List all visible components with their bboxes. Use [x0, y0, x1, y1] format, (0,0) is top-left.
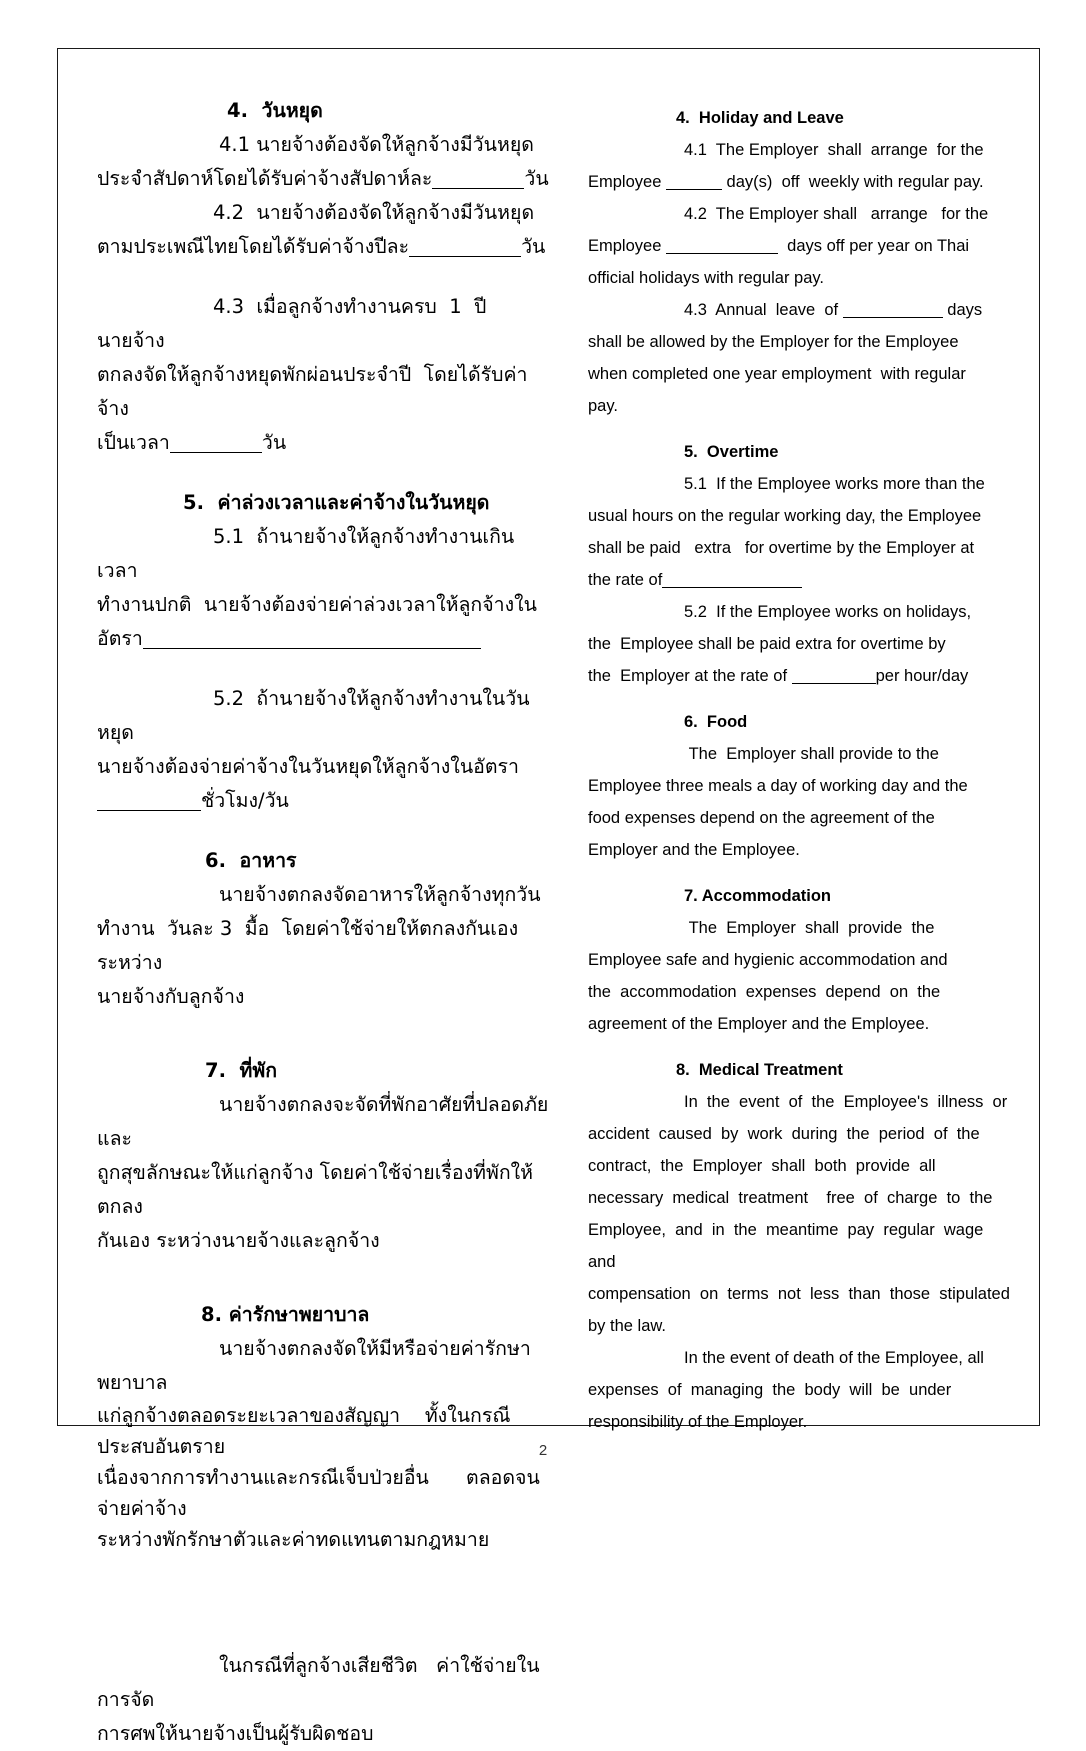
english-4-3-blank[interactable] — [843, 300, 943, 318]
spacer — [588, 866, 1013, 880]
english-section-6-line3: food expenses depend on the agreement of the — [588, 809, 935, 827]
thai-section-4-3-line2: ตกลงจัดให้ลูกจ้างหยุดพักผ่อนประจำปี โดยได้รับค่าจ้าง — [97, 363, 528, 420]
english-section-5-2-line1: 5.2 If the Employee works on holidays, — [684, 603, 972, 621]
thai-4-1-text-b: วัน — [524, 167, 549, 190]
english-section-6-heading: 6. Food — [684, 713, 748, 731]
thai-section-6-line1: นายจ้างตกลงจัดอาหารให้ลูกจ้างทุกวัน — [219, 883, 541, 906]
english-4-2-text-b: days off per year on Thai — [777, 237, 970, 255]
thai-section-6-line3: นายจ้างกับลูกจ้าง — [97, 985, 245, 1008]
english-section-5-heading: 5. Overtime — [684, 443, 779, 461]
thai-section-7-line1: นายจ้างตกลงจะจัดที่พักอาศัยที่ปลอดภัย และ — [97, 1093, 555, 1150]
thai-section-8-p1-line1: นายจ้างตกลงจัดให้มีหรือจ่ายค่ารักษาพยาบาล — [97, 1337, 531, 1394]
thai-section-4-heading: 4. วันหยุด — [227, 99, 323, 122]
english-section-4-1-line2 — [588, 166, 1013, 198]
spacer — [588, 692, 1013, 706]
english-section-6-line1: The Employer shall provide to the — [684, 745, 939, 763]
thai-section-5-2-line2: นายจ้างต้องจ่ายค่าจ้างในวันหยุดให้ลูกจ้างในอัตรา — [97, 755, 519, 778]
english-section-6-line2: Employee three meals a day of working day and the — [588, 777, 968, 795]
english-section-5-1-line4 — [588, 564, 1013, 596]
spacer — [97, 656, 552, 682]
english-section-4-3-line3: when completed one year employment with regular — [588, 365, 966, 383]
spacer — [588, 1040, 1013, 1054]
english-section-4-heading: 4. Holiday and Leave — [676, 109, 844, 127]
thai-section-5-2-line1: 5.2 ถ้านายจ้างให้ลูกจ้างทำงานในวันหยุด — [97, 687, 530, 744]
thai-4-1-text-a: ประจำสัปดาห์โดยได้รับค่าจ้างสัปดาห์ละ — [97, 167, 433, 190]
thai-5-2-blank[interactable] — [97, 790, 201, 811]
thai-section-8-p2-line2: การศพให้นายจ้างเป็นผู้รับผิดชอบ — [97, 1722, 374, 1745]
thai-section-4-2-line1: 4.2 นายจ้างต้องจัดให้ลูกจ้างมีวันหยุด — [213, 201, 535, 224]
english-section-5-2-line3 — [588, 660, 1013, 692]
thai-5-1-text-a: อัตรา — [97, 627, 143, 650]
english-section-4-1-line1: 4.1 The Employer shall arrange for the — [684, 141, 984, 159]
thai-section-7-heading: 7. ที่พัก — [205, 1059, 278, 1082]
english-4-2-text-a: Employee — [588, 237, 666, 255]
thai-section-4-1-line1: 4.1 นายจ้างต้องจัดให้ลูกจ้างมีวันหยุด — [219, 133, 534, 156]
thai-section-5-heading: 5. ค่าล่วงเวลาและค่าจ้างในวันหยุด — [183, 491, 490, 514]
english-section-8-p1-line5: Employee, and in the meantime pay regular wage and — [588, 1221, 993, 1271]
english-section-7-line4: agreement of the Employer and the Employee. — [588, 1015, 930, 1033]
english-section-4-2-line2 — [588, 230, 1013, 262]
english-section-7-line3: the accommodation expenses depend on the — [588, 983, 941, 1001]
english-section-8-p1-line1: In the event of the Employee's illness or — [684, 1093, 1008, 1111]
english-section-4-3-line2: shall be allowed by the Employer for the Employee — [588, 333, 959, 351]
english-section-7-line2: Employee safe and hygienic accommodation and — [588, 951, 948, 969]
spacer — [97, 460, 552, 486]
english-section-5-1-line3: shall be paid extra for overtime by the Employer at — [588, 539, 975, 557]
english-section-4-2-line1: 4.2 The Employer shall arrange for the — [684, 205, 989, 223]
thai-section-6-line2: ทำงาน วันละ 3 มื้อ โดยค่าใช้จ่ายให้ตกลงกันเองระหว่าง — [97, 917, 519, 974]
english-5-2-text-a: the Employer at the rate of — [588, 667, 792, 685]
english-section-8-heading: 8. Medical Treatment — [676, 1061, 843, 1079]
thai-column — [97, 48, 555, 1745]
english-5-1-text-a: the rate of — [588, 571, 663, 589]
thai-section-5-1-line2: ทำงานปกติ นายจ้างต้องจ่ายค่าล่วงเวลาให้ลูกจ้างใน — [97, 593, 537, 616]
thai-5-2-text-b: ชั่วโมง/วัน — [201, 789, 289, 812]
thai-section-8-p1-line3: เนื่องจากการทำงานและกรณีเจ็บป่วยอื่น ตลอดจนจ่ายค่าจ้าง — [97, 1466, 540, 1520]
english-section-8-p1-line2: accident caused by work during the period of the — [588, 1125, 980, 1143]
thai-section-8-heading: 8. ค่ารักษาพยาบาล — [201, 1303, 370, 1326]
english-section-6-line4: Employer and the Employee. — [588, 841, 800, 859]
two-column-body — [57, 48, 1040, 1745]
thai-section-6-heading: 6. อาหาร — [205, 849, 297, 872]
english-section-8-p1-line7: by the law. — [588, 1317, 666, 1335]
english-section-8-p2-line3: responsibility of the Employer. — [588, 1413, 808, 1431]
english-section-8-p2-line2: expenses of managing the body will be under — [588, 1381, 952, 1399]
english-section-8-p1-line6: compensation on terms not less than those stipulated — [588, 1285, 1010, 1303]
thai-section-4-1-line2 — [97, 162, 552, 196]
english-4-1-text-a: Employee — [588, 173, 666, 191]
thai-4-1-blank[interactable] — [432, 168, 524, 189]
thai-4-2-text-a: ตามประเพณีไทยโดยได้รับค่าจ้างปีละ — [97, 235, 410, 258]
thai-4-3-text-a: เป็นเวลา — [97, 431, 170, 454]
thai-section-5-1-line3 — [97, 622, 552, 656]
thai-section-8-p1-line4: ระหว่างพักรักษาตัวและค่าทดแทนตามกฎหมาย — [97, 1528, 490, 1551]
thai-section-7-line3: กันเอง ระหว่างนายจ้างและลูกจ้าง — [97, 1229, 380, 1252]
thai-4-3-blank[interactable] — [170, 432, 262, 453]
english-5-1-blank[interactable] — [662, 570, 802, 588]
english-4-2-blank[interactable] — [666, 236, 778, 254]
thai-section-4-3-line1: 4.3 เมื่อลูกจ้างทำงานครบ 1 ปี นายจ้าง — [97, 295, 499, 352]
page-number: 2 — [538, 1442, 548, 1459]
thai-4-2-text-b: วัน — [521, 235, 546, 258]
spacer — [97, 818, 552, 844]
english-section-4-2-line3: official holidays with regular pay. — [588, 269, 825, 287]
english-section-5-1-line1: 5.1 If the Employee works more than the — [684, 475, 985, 493]
english-4-3-text-b: days — [942, 301, 983, 319]
english-4-1-blank[interactable] — [666, 172, 722, 190]
spacer — [97, 1555, 552, 1649]
thai-section-4-2-line2 — [97, 230, 552, 264]
spacer — [97, 264, 552, 290]
english-4-3-text-a: 4.3 Annual leave of — [684, 301, 843, 319]
english-section-8-p1-line4: necessary medical treatment free of charge to the — [588, 1189, 993, 1207]
english-5-2-blank[interactable] — [792, 666, 876, 684]
thai-4-3-text-b: วัน — [261, 431, 287, 454]
english-section-5-2-line2: the Employee shall be paid extra for overtime by — [588, 635, 946, 653]
english-5-2-text-b: per hour/day — [875, 667, 969, 685]
thai-section-5-2-line3 — [97, 784, 552, 818]
english-section-4-3-line1 — [588, 294, 1013, 326]
spacer — [588, 422, 1013, 436]
thai-5-1-blank[interactable] — [143, 628, 481, 649]
english-section-4-3-line4: pay. — [588, 397, 618, 415]
english-section-5-1-line2: usual hours on the regular working day, the Employee — [588, 507, 982, 525]
thai-section-8-p2-line1: ในกรณีที่ลูกจ้างเสียชีวิต ค่าใช้จ่ายในการจัด — [97, 1654, 540, 1711]
english-section-8-p1-line3: contract, the Employer shall both provide all — [588, 1157, 936, 1175]
english-section-7-line1: The Employer shall provide the — [684, 919, 935, 937]
thai-section-7-line2: ถูกสุขลักษณะให้แก่ลูกจ้าง โดยค่าใช้จ่ายเรื่องที่พักให้ตกลง — [97, 1161, 533, 1218]
english-4-1-text-b: day(s) off weekly with regular pay. — [721, 173, 984, 191]
english-section-8-p2-line1: In the event of death of the Employee, all — [684, 1349, 984, 1367]
spacer — [97, 1258, 552, 1298]
thai-section-5-1-line1: 5.1 ถ้านายจ้างให้ลูกจ้างทำงานเกินเวลา — [97, 525, 515, 582]
english-section-7-heading: 7. Accommodation — [684, 887, 831, 905]
thai-section-4-3-line3 — [97, 426, 552, 460]
spacer — [97, 1014, 552, 1054]
english-column — [588, 48, 1013, 1431]
thai-section-8-p1-line2: แก่ลูกจ้างตลอดระยะเวลาของสัญญา ทั้งในกรณีประสบอันตราย — [97, 1404, 511, 1458]
thai-4-2-blank[interactable] — [409, 236, 521, 257]
